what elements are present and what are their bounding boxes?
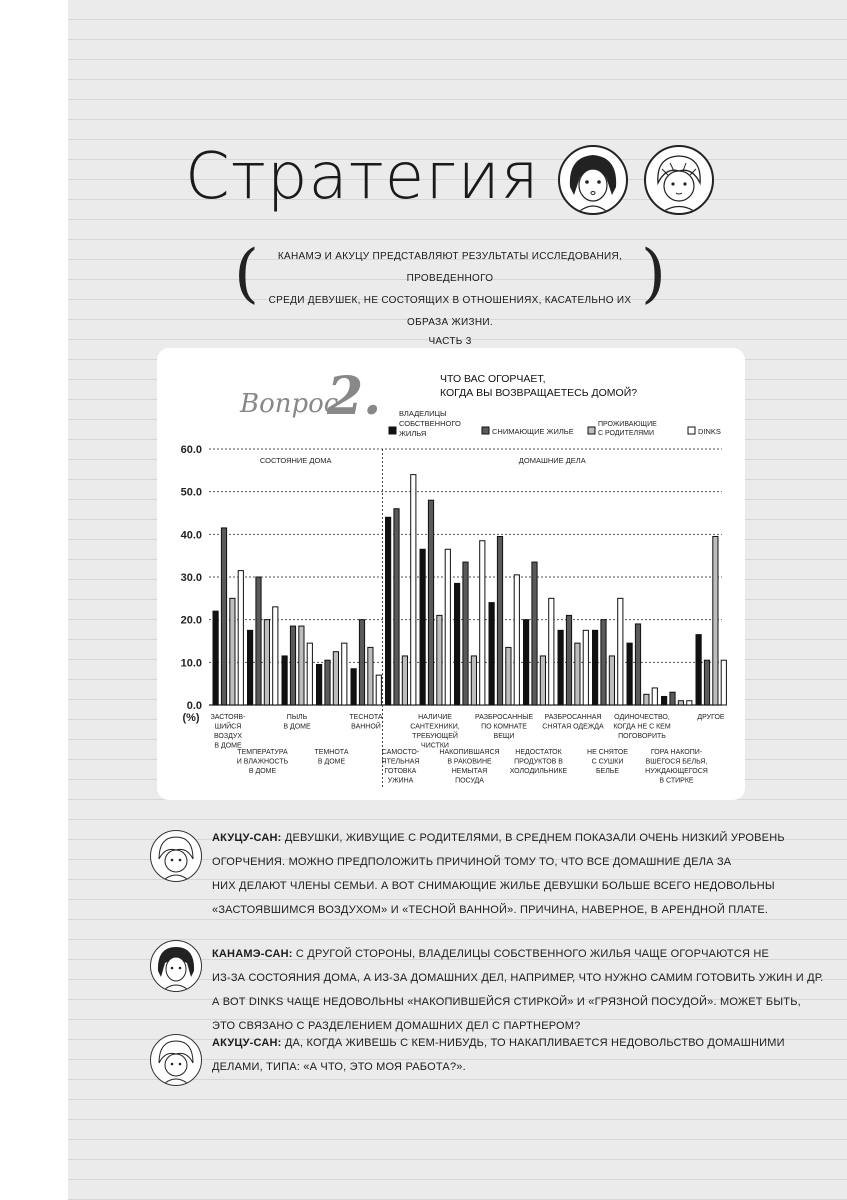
akutsu-face-icon — [150, 830, 202, 882]
bar — [566, 615, 571, 705]
category-label: НЕМЫТАЯ — [451, 768, 488, 775]
question-number: 2. — [327, 366, 382, 427]
category-label: В СТИРКЕ — [659, 777, 694, 785]
speaker-3: АКУЦУ-САН: — [212, 1037, 282, 1049]
legend-swatch — [688, 427, 695, 434]
bar — [325, 660, 330, 705]
dialogue-1-line-4: «ЗАСТОЯВШИМСЯ ВОЗДУХОМ» И «ТЕСНОЙ ВАННОЙ». ПРИЧИНА, НАВЕРНОЕ, В АРЕНДНОЙ ПЛАТЕ. — [212, 904, 769, 916]
y-tick-label: 30.0 — [180, 572, 202, 584]
y-tick-label: 20.0 — [180, 614, 202, 627]
bar — [290, 626, 295, 705]
category-label: В РАКОВИНЕ — [447, 758, 492, 766]
category-label: ТЕСНОТА — [349, 714, 383, 721]
left-paren-icon: ( — [234, 237, 259, 311]
dialogue-2 — [212, 942, 823, 1038]
category-label: ШИЙСЯ — [214, 723, 242, 731]
bar — [601, 620, 606, 705]
legend-label-owner: ВЛАДЕЛИЦЫ — [399, 409, 447, 418]
intro-line-3: ЧАСТЬ 3 — [428, 336, 472, 347]
category-label: И ВЛАЖНОСТЬ — [236, 758, 289, 766]
bar — [713, 536, 718, 705]
bar — [264, 620, 269, 705]
category-label: ПОСУДА — [455, 777, 484, 785]
bar — [514, 575, 519, 705]
bar — [230, 598, 235, 705]
kaname-face-icon — [150, 940, 202, 992]
question-line-1: ЧТО ВАС ОГОРЧАЕТ, — [440, 373, 546, 385]
category-label: В ДОМЕ — [214, 742, 242, 750]
category-label: ЧИСТКИ — [421, 742, 449, 750]
category-label: НЕ СНЯТОЕ — [587, 749, 628, 756]
bar — [549, 598, 554, 705]
category-label: РАЗБРОСАННЫЕ — [474, 714, 534, 721]
intro-line-1: КАНАМЭ И АКУЦУ ПРЕДСТАВЛЯЮТ РЕЗУЛЬТАТЫ ИССЛЕДОВАНИЯ, ПРОВЕДЕННОГО — [277, 251, 623, 284]
speaker-1: АКУЦУ-САН: — [212, 832, 282, 844]
section-label-home: СОСТОЯНИЕ ДОМА — [259, 456, 332, 465]
bar — [506, 647, 511, 705]
bar — [635, 624, 640, 705]
bar — [213, 611, 218, 705]
category-label: БЕЛЬЕ — [595, 768, 620, 775]
category-label: КОГДА НЕ С КЕМ — [613, 723, 671, 731]
category-label: ПРОДУКТОВ В — [514, 758, 563, 766]
y-tick-label: 0.0 — [186, 700, 202, 712]
category-label: ВШЕГОСЯ БЕЛЬЯ, — [645, 758, 708, 766]
bar-chart — [157, 348, 745, 800]
bar — [455, 583, 460, 705]
bar — [317, 664, 322, 705]
dialogue-2-line-4: ЭТО СВЯЗАНО С РАЗДЕЛЕНИЕМ ДОМАШНИХ ДЕЛ С ПАРТНЕРОМ? — [212, 1020, 581, 1032]
category-label: ЯТЕЛЬНАЯ — [381, 758, 420, 766]
category-label: РАЗБРОСАННАЯ — [544, 714, 602, 721]
dialogue-1-line-3: НИХ ДЕЛАЮТ ЧЛЕНЫ СЕМЬИ. А ВОТ СНИМАЮЩИЕ ЖИЛЬЕ ДЕВУШКИ БОЛЬШЕ ВСЕГО НЕДОВОЛЬНЫ — [212, 880, 775, 892]
category-label: САМОСТО- — [381, 749, 420, 756]
question-label: Вопрос — [240, 389, 339, 419]
legend-label-owner: СОБСТВЕННОГО — [399, 419, 461, 428]
category-label: ПО КОМНАТЕ — [481, 723, 527, 731]
category-label: ДРУГОЕ — [697, 714, 725, 721]
category-label: СНЯТАЯ ОДЕЖДА — [542, 723, 604, 731]
bar — [704, 660, 709, 705]
right-paren-icon: ) — [641, 237, 666, 311]
section-label-chores: ДОМАШНИЕ ДЕЛА — [518, 456, 586, 465]
category-label: НУЖДАЮЩЕГОСЯ — [645, 768, 708, 775]
category-label: ПЫЛЬ — [286, 714, 308, 721]
bar — [238, 571, 243, 705]
bar — [428, 500, 433, 705]
bar — [627, 643, 632, 705]
legend-label-parents: С РОДИТЕЛЯМИ — [598, 430, 655, 437]
dialogue-2-line-2: ИЗ-ЗА СОСТОЯНИЯ ДОМА, А ИЗ-ЗА ДОМАШНИХ ДЕЛ, НАПРИМЕР, ЧТО НУЖНО САМИМ ГОТОВИТЬ УЖИН И ДР. — [212, 972, 824, 984]
bar — [575, 643, 580, 705]
intro-line-2: СРЕДИ ДЕВУШЕК, НЕ СОСТОЯЩИХ В ОТНОШЕНИЯХ, КАСАТЕЛЬНО ИХ ОБРАЗА ЖИЗНИ. — [268, 295, 632, 328]
bar — [609, 656, 614, 705]
category-label: ГОТОВКА — [384, 768, 417, 775]
dialogue-1-line-2: ОГОРЧЕНИЯ. МОЖНО ПРЕДПОЛОЖИТЬ ПРИЧИНОЙ ТОМУ ТО, ЧТО ВСЕ ДОМАШНИЕ ДЕЛА ЗА — [212, 856, 732, 868]
category-label: ПОГОВОРИТЬ — [618, 733, 666, 740]
bar — [445, 549, 450, 705]
bar — [221, 528, 226, 705]
bar — [540, 656, 545, 705]
akutsu-face-icon-2 — [150, 1034, 202, 1086]
legend-label-owner: ЖИЛЬЯ — [399, 429, 427, 438]
category-label: УЖИНА — [387, 777, 414, 785]
category-label: С СУШКИ — [591, 758, 624, 766]
category-label: ТЕМПЕРАТУРА — [237, 749, 288, 756]
category-label: ВОЗДУХ — [213, 733, 243, 740]
intro-block — [234, 237, 666, 347]
bar — [376, 675, 381, 705]
y-unit-label: (%) — [182, 712, 200, 724]
dialogue-3 — [212, 1031, 785, 1079]
bar — [333, 652, 338, 705]
y-tick-label: 40.0 — [180, 529, 202, 542]
bar — [532, 562, 537, 705]
bar — [497, 536, 502, 705]
bar — [368, 647, 373, 705]
category-label: ГОРА НАКОПИ- — [650, 749, 703, 756]
bar — [359, 620, 364, 705]
bar — [282, 656, 287, 705]
chart-card — [157, 348, 745, 800]
dialogue-2-line-1: С ДРУГОЙ СТОРОНЫ, ВЛАДЕЛИЦЫ СОБСТВЕННОГО ЖИЛЬЯ ЧАЩЕ ОГОРЧАЮТСЯ НЕ — [295, 948, 770, 960]
category-label: ТРЕБУЮЩЕЙ — [412, 733, 458, 740]
bar — [662, 696, 667, 705]
bar — [471, 656, 476, 705]
bar — [394, 509, 399, 705]
legend-swatch — [588, 427, 595, 434]
dialogue-2-line-3: А ВОТ DINKS ЧАЩЕ НЕДОВОЛЬНЫ «НАКОПИВШЕЙСЯ СТИРКОЙ» И «ГРЯЗНОЙ ПОСУДОЙ». МОЖЕТ БЫТЬ, — [212, 996, 801, 1008]
y-tick-label: 60.0 — [180, 444, 202, 456]
bar — [583, 630, 588, 705]
category-label: ВЕЩИ — [493, 733, 515, 740]
bar — [402, 656, 407, 705]
bar — [351, 669, 356, 705]
bar — [256, 577, 261, 705]
category-label: В ДОМЕ — [283, 723, 311, 731]
dialogue-3-line-2: ДЕЛАМИ, ТИПА: «А ЧТО, ЭТО МОЯ РАБОТА?». — [212, 1061, 466, 1073]
category-label: НАЛИЧИЕ — [418, 714, 452, 721]
bar — [420, 549, 425, 705]
bar — [524, 620, 529, 705]
category-label: САНТЕХНИКИ, — [410, 723, 460, 731]
bar — [273, 607, 278, 705]
category-label: В ДОМЕ — [317, 758, 346, 766]
legend-swatch — [482, 427, 489, 434]
akutsu-avatar — [644, 145, 714, 215]
bar — [593, 630, 598, 705]
bar — [437, 615, 442, 705]
bar — [299, 626, 304, 705]
legend-label-renting: СНИМАЮЩИЕ ЖИЛЬЕ — [492, 427, 574, 436]
bar — [248, 630, 253, 705]
bar — [386, 517, 391, 705]
category-label: В ДОМЕ — [248, 768, 277, 775]
dialogue-1 — [212, 826, 785, 922]
dialogue-1-line-1: ДЕВУШКИ, ЖИВУЩИЕ С РОДИТЕЛЯМИ, В СРЕДНЕМ ПОКАЗАЛИ ОЧЕНЬ НИЗКИЙ УРОВЕНЬ — [284, 832, 785, 844]
bar — [696, 635, 701, 705]
bar — [463, 562, 468, 705]
bar — [480, 541, 485, 705]
page-title: Стратегия — [185, 140, 540, 214]
bar — [489, 603, 494, 705]
legend-label-dinks: DINKS — [698, 427, 721, 436]
bar — [721, 660, 726, 705]
bar — [678, 701, 683, 705]
bar — [558, 630, 563, 705]
bar — [687, 701, 692, 705]
category-label: ЗАСТОЯВ- — [210, 714, 246, 721]
y-tick-label: 50.0 — [180, 486, 202, 499]
bar — [342, 643, 347, 705]
kaname-avatar — [558, 145, 628, 215]
speaker-2: КАНАМЭ-САН: — [212, 948, 293, 960]
y-tick-label: 10.0 — [180, 657, 202, 670]
bar — [411, 475, 416, 705]
dialogue-3-line-1: ДА, КОГДА ЖИВЕШЬ С КЕМ-НИБУДЬ, ТО НАКАПЛИВАЕТСЯ НЕДОВОЛЬСТВО ДОМАШНИМИ — [284, 1037, 785, 1049]
category-label: ХОЛОДИЛЬНИКЕ — [509, 768, 568, 775]
legend-swatch — [389, 427, 396, 434]
bar — [644, 694, 649, 705]
category-label: ТЕМНОТА — [314, 749, 349, 756]
category-label: ВАННОЙ — [351, 723, 381, 731]
category-label: ОДИНОЧЕСТВО, — [614, 714, 670, 721]
bar — [618, 598, 623, 705]
category-label: НЕДОСТАТОК — [515, 749, 562, 756]
category-label: НАКОПИВШАЯСЯ — [439, 749, 500, 756]
bar — [652, 688, 657, 705]
bar — [670, 692, 675, 705]
legend-label-parents: ПРОЖИВАЮЩИЕ — [598, 421, 657, 428]
question-line-2: КОГДА ВЫ ВОЗВРАЩАЕТЕСЬ ДОМОЙ? — [440, 387, 638, 399]
bar — [307, 643, 312, 705]
